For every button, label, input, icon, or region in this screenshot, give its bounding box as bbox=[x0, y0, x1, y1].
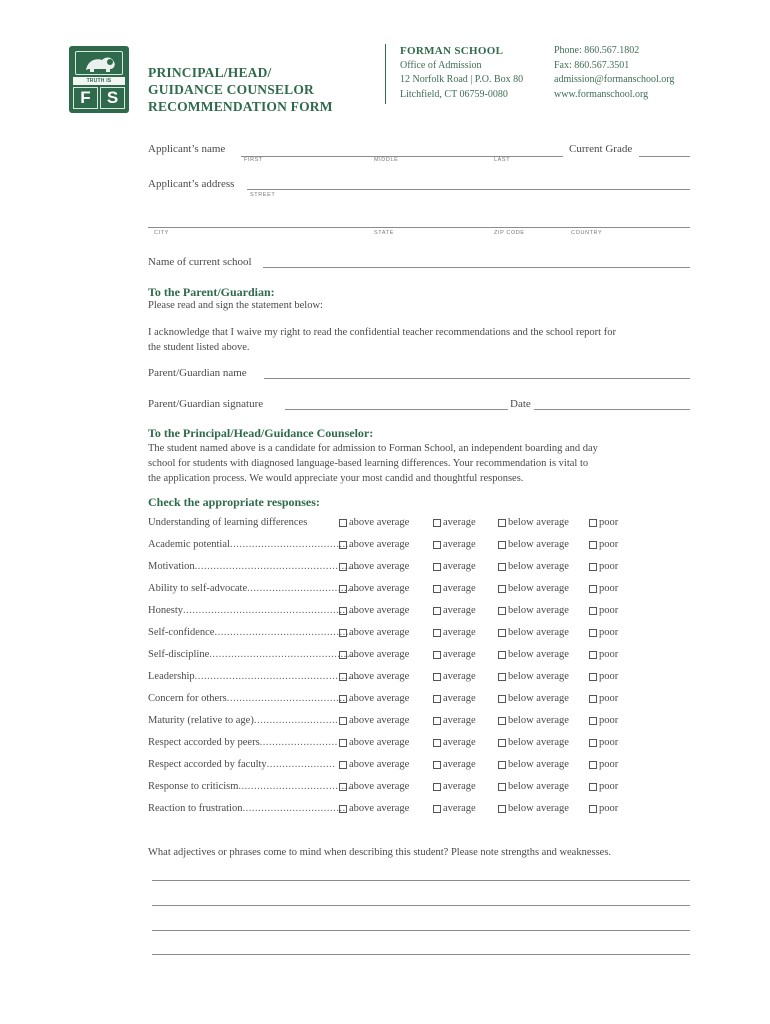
trait-label bbox=[148, 561, 361, 572]
leader-dots: ....................................... bbox=[229, 539, 352, 550]
below-average-option[interactable] bbox=[498, 583, 569, 594]
poor-option[interactable] bbox=[589, 715, 618, 726]
checkbox-icon[interactable] bbox=[589, 695, 597, 703]
rating-row bbox=[148, 693, 668, 715]
below-average-option[interactable] bbox=[498, 693, 569, 704]
header-divider bbox=[385, 44, 386, 104]
leader-dots: ...................................................... bbox=[194, 671, 364, 682]
poor-label: poor bbox=[599, 693, 619, 704]
above-average-label: above average bbox=[349, 803, 410, 814]
first-name-caption: FIRST bbox=[244, 157, 263, 163]
poor-label: poor bbox=[599, 627, 619, 638]
poor-label: poor bbox=[599, 671, 619, 682]
below-average-label: below average bbox=[508, 583, 569, 594]
trait-label bbox=[148, 715, 342, 726]
average-option[interactable] bbox=[433, 737, 476, 748]
poor-label: poor bbox=[599, 561, 619, 572]
below-average-label: below average bbox=[508, 759, 569, 770]
answer-line-3[interactable] bbox=[152, 930, 690, 931]
below-average-label: below average bbox=[508, 693, 569, 704]
rating-row bbox=[148, 517, 668, 539]
trait-name: Leadership bbox=[148, 671, 195, 682]
checkbox-icon[interactable] bbox=[339, 783, 347, 791]
rating-row bbox=[148, 605, 668, 627]
leader-dots: ............................................ bbox=[214, 627, 352, 638]
poor-label: poor bbox=[599, 649, 619, 660]
average-label: average bbox=[443, 715, 476, 726]
poor-option[interactable] bbox=[589, 671, 618, 682]
average-option[interactable] bbox=[433, 671, 476, 682]
below-average-label: below average bbox=[508, 627, 569, 638]
applicant-name-field[interactable] bbox=[241, 156, 563, 157]
school-name: FORMAN SCHOOL bbox=[400, 45, 504, 57]
answer-line-1[interactable] bbox=[152, 880, 690, 881]
checkbox-icon[interactable] bbox=[433, 585, 441, 593]
poor-label: poor bbox=[599, 605, 619, 616]
below-average-label: below average bbox=[508, 781, 569, 792]
leader-dots: ................................. bbox=[242, 803, 346, 814]
checkbox-icon[interactable] bbox=[339, 651, 347, 659]
trait-name: Self-discipline bbox=[148, 649, 210, 660]
above-average-option[interactable] bbox=[339, 759, 409, 770]
checkbox-icon[interactable] bbox=[589, 739, 597, 747]
checkbox-icon[interactable] bbox=[589, 673, 597, 681]
above-average-option[interactable] bbox=[339, 781, 409, 792]
school-city: Litchfield, CT 06759-0080 bbox=[400, 88, 508, 100]
form-title-line-1: PRINCIPAL/HEAD/ bbox=[148, 65, 272, 80]
above-average-label: above average bbox=[349, 605, 410, 616]
answer-line-4[interactable] bbox=[152, 954, 690, 955]
checkbox-icon[interactable] bbox=[339, 739, 347, 747]
poor-label: poor bbox=[599, 759, 619, 770]
average-option[interactable] bbox=[433, 781, 476, 792]
trait-name: Reaction to frustration bbox=[148, 803, 243, 814]
poor-label: poor bbox=[599, 737, 619, 748]
last-name-caption: LAST bbox=[494, 157, 511, 163]
checkbox-icon[interactable] bbox=[339, 563, 347, 571]
checkbox-icon[interactable] bbox=[339, 673, 347, 681]
checkbox-icon[interactable] bbox=[589, 541, 597, 549]
lion-crest-icon bbox=[75, 51, 123, 75]
trait-name: Honesty bbox=[148, 605, 183, 616]
checkbox-icon[interactable] bbox=[433, 519, 441, 527]
below-average-option[interactable] bbox=[498, 781, 569, 792]
below-average-label: below average bbox=[508, 539, 569, 550]
trait-name: Academic potential bbox=[148, 539, 230, 550]
average-label: average bbox=[443, 627, 476, 638]
leader-dots: ................................................ bbox=[209, 649, 360, 660]
below-average-option[interactable] bbox=[498, 737, 569, 748]
average-label: average bbox=[443, 605, 476, 616]
answer-line-2[interactable] bbox=[152, 905, 690, 906]
logo-letter-f: F bbox=[73, 87, 98, 109]
leader-dots: ..................................................... bbox=[194, 561, 361, 572]
above-average-label: above average bbox=[349, 715, 410, 726]
city-caption: CITY bbox=[154, 230, 169, 236]
checkbox-icon[interactable] bbox=[589, 783, 597, 791]
above-average-label: above average bbox=[349, 539, 410, 550]
trait-label bbox=[148, 627, 352, 638]
below-average-label: below average bbox=[508, 715, 569, 726]
trait-label bbox=[148, 517, 334, 528]
zip-code-caption: ZIP CODE bbox=[494, 230, 525, 236]
poor-option[interactable] bbox=[589, 605, 618, 616]
below-average-label: below average bbox=[508, 605, 569, 616]
logo-motto: TRUTH IS FREEDOM bbox=[73, 77, 125, 85]
date-label: Date bbox=[510, 398, 531, 410]
below-average-option[interactable] bbox=[498, 605, 569, 616]
counselor-intro-line-2: school for students with diagnosed language-based learning differences. Your recommendation is vital to bbox=[148, 458, 589, 469]
logo-letters bbox=[73, 87, 125, 109]
poor-option[interactable] bbox=[589, 803, 618, 814]
checkbox-icon[interactable] bbox=[589, 761, 597, 769]
below-average-option[interactable] bbox=[498, 803, 569, 814]
average-option[interactable] bbox=[433, 605, 476, 616]
poor-label: poor bbox=[599, 539, 619, 550]
poor-label: poor bbox=[599, 781, 619, 792]
school-street: 12 Norfolk Road | P.O. Box 80 bbox=[400, 74, 524, 85]
current-school-field[interactable] bbox=[263, 267, 690, 268]
trait-label bbox=[148, 693, 352, 704]
average-option[interactable] bbox=[433, 539, 476, 550]
above-average-label: above average bbox=[349, 737, 410, 748]
checkbox-icon[interactable] bbox=[498, 673, 506, 681]
above-average-label: above average bbox=[349, 649, 410, 660]
rating-row bbox=[148, 759, 668, 781]
applicant-name-label: Applicant’s name bbox=[148, 143, 226, 155]
checkbox-icon[interactable] bbox=[433, 673, 441, 681]
poor-label: poor bbox=[599, 715, 619, 726]
average-label: average bbox=[443, 671, 476, 682]
average-label: average bbox=[443, 759, 476, 770]
leader-dots: ......................... bbox=[259, 737, 338, 748]
checkbox-icon[interactable] bbox=[498, 651, 506, 659]
checkbox-icon[interactable] bbox=[589, 607, 597, 615]
below-average-label: below average bbox=[508, 737, 569, 748]
school-website: www.formanschool.org bbox=[554, 88, 649, 100]
average-label: average bbox=[443, 737, 476, 748]
waiver-statement-line-2: the student listed above. bbox=[148, 342, 250, 353]
forman-school-logo bbox=[69, 46, 129, 113]
below-average-option[interactable] bbox=[498, 649, 569, 660]
trait-label bbox=[148, 803, 346, 814]
trait-name: Respect accorded by faculty bbox=[148, 759, 267, 770]
ratings-heading: Check the appropriate responses: bbox=[148, 495, 320, 509]
above-average-label: above average bbox=[349, 517, 410, 528]
trait-name: Ability to self-advocate bbox=[148, 583, 248, 594]
checkbox-icon[interactable] bbox=[498, 563, 506, 571]
trait-label bbox=[148, 781, 355, 792]
above-average-option[interactable] bbox=[339, 715, 409, 726]
checkbox-icon[interactable] bbox=[339, 761, 347, 769]
below-average-option[interactable] bbox=[498, 517, 569, 528]
poor-label: poor bbox=[599, 803, 619, 814]
middle-name-caption: MIDDLE bbox=[374, 157, 399, 163]
above-average-label: above average bbox=[349, 781, 410, 792]
checkbox-icon[interactable] bbox=[589, 519, 597, 527]
checkbox-icon[interactable] bbox=[498, 519, 506, 527]
parent-name-label: Parent/Guardian name bbox=[148, 367, 247, 379]
state-caption: STATE bbox=[374, 230, 394, 236]
average-option[interactable] bbox=[433, 583, 476, 594]
leader-dots: ........................................................ bbox=[183, 605, 358, 616]
rating-row bbox=[148, 671, 668, 693]
checkbox-icon[interactable] bbox=[498, 541, 506, 549]
poor-option[interactable] bbox=[589, 649, 618, 660]
counselor-intro-line-1: The student named above is a candidate for admission to Forman School, an independent boarding and day bbox=[148, 443, 598, 454]
checkbox-icon[interactable] bbox=[433, 651, 441, 659]
poor-option[interactable] bbox=[589, 627, 618, 638]
trait-label bbox=[148, 671, 364, 682]
street-field[interactable] bbox=[247, 189, 690, 190]
checkbox-icon[interactable] bbox=[339, 519, 347, 527]
leader-dots: ............................ bbox=[253, 715, 342, 726]
below-average-label: below average bbox=[508, 517, 569, 528]
average-option[interactable] bbox=[433, 693, 476, 704]
checkbox-icon[interactable] bbox=[498, 695, 506, 703]
checkbox-icon[interactable] bbox=[498, 607, 506, 615]
checkbox-icon[interactable] bbox=[589, 563, 597, 571]
poor-option[interactable] bbox=[589, 737, 618, 748]
counselor-intro bbox=[148, 441, 708, 486]
school-office: Office of Admission bbox=[400, 59, 482, 71]
trait-name: Self-confidence bbox=[148, 627, 215, 638]
street-caption: STREET bbox=[250, 192, 276, 198]
checkbox-icon[interactable] bbox=[339, 607, 347, 615]
rating-row bbox=[148, 803, 668, 825]
average-option[interactable] bbox=[433, 517, 476, 528]
average-option[interactable] bbox=[433, 803, 476, 814]
poor-label: poor bbox=[599, 517, 619, 528]
checkbox-icon[interactable] bbox=[498, 717, 506, 725]
leader-dots: ........................................ bbox=[226, 693, 352, 704]
below-average-option[interactable] bbox=[498, 539, 569, 550]
school-fax: Fax: 860.567.3501 bbox=[554, 59, 630, 71]
checkbox-icon[interactable] bbox=[498, 629, 506, 637]
trait-name: Respect accorded by peers bbox=[148, 737, 260, 748]
parent-instruction: Please read and sign the statement below: bbox=[148, 300, 323, 311]
average-option[interactable] bbox=[433, 649, 476, 660]
above-average-label: above average bbox=[349, 627, 410, 638]
school-phone: Phone: 860.567.1802 bbox=[554, 45, 640, 56]
trait-name: Maturity (relative to age) bbox=[148, 715, 254, 726]
checkbox-icon[interactable] bbox=[498, 585, 506, 593]
school-contact-block bbox=[554, 44, 704, 102]
poor-option[interactable] bbox=[589, 583, 618, 594]
leader-dots: ...................... bbox=[266, 759, 336, 770]
above-average-option[interactable] bbox=[339, 561, 409, 572]
leader-dots: .................................... bbox=[247, 583, 360, 594]
above-average-option[interactable] bbox=[339, 649, 409, 660]
average-label: average bbox=[443, 583, 476, 594]
parent-signature-field[interactable] bbox=[285, 409, 508, 410]
above-average-label: above average bbox=[349, 693, 410, 704]
average-label: average bbox=[443, 561, 476, 572]
rating-row bbox=[148, 781, 668, 803]
above-average-label: above average bbox=[349, 561, 410, 572]
trait-name: Response to criticism bbox=[148, 781, 239, 792]
rating-row bbox=[148, 649, 668, 671]
counselor-section-heading: To the Principal/Head/Guidance Counselor: bbox=[148, 426, 374, 440]
current-grade-label: Current Grade bbox=[569, 143, 633, 155]
below-average-option[interactable] bbox=[498, 671, 569, 682]
checkbox-icon[interactable] bbox=[589, 717, 597, 725]
average-label: average bbox=[443, 517, 476, 528]
average-option[interactable] bbox=[433, 561, 476, 572]
counselor-intro-line-3: the application process. We would appreciate your most candid and thoughtful responses. bbox=[148, 473, 524, 484]
above-average-option[interactable] bbox=[339, 671, 409, 682]
average-label: average bbox=[443, 781, 476, 792]
logo-letter-s: S bbox=[100, 87, 125, 109]
poor-option[interactable] bbox=[589, 759, 618, 770]
above-average-option[interactable] bbox=[339, 693, 409, 704]
trait-name: Concern for others bbox=[148, 693, 227, 704]
waiver-statement bbox=[148, 325, 708, 355]
below-average-label: below average bbox=[508, 803, 569, 814]
checkbox-icon[interactable] bbox=[433, 541, 441, 549]
average-option[interactable] bbox=[433, 627, 476, 638]
checkbox-icon[interactable] bbox=[433, 563, 441, 571]
average-label: average bbox=[443, 539, 476, 550]
country-caption: COUNTRY bbox=[571, 230, 603, 236]
poor-option[interactable] bbox=[589, 781, 618, 792]
checkbox-icon[interactable] bbox=[339, 629, 347, 637]
current-school-label: Name of current school bbox=[148, 256, 252, 268]
above-average-option[interactable] bbox=[339, 517, 409, 528]
rating-row bbox=[148, 715, 668, 737]
rating-row bbox=[148, 737, 668, 759]
trait-name: Motivation bbox=[148, 561, 195, 572]
checkbox-icon[interactable] bbox=[433, 629, 441, 637]
current-grade-field[interactable] bbox=[639, 156, 690, 157]
below-average-label: below average bbox=[508, 561, 569, 572]
poor-option[interactable] bbox=[589, 517, 618, 528]
below-average-label: below average bbox=[508, 649, 569, 660]
above-average-label: above average bbox=[349, 671, 410, 682]
city-state-field[interactable] bbox=[148, 227, 690, 228]
checkbox-icon[interactable] bbox=[589, 585, 597, 593]
rating-row bbox=[148, 627, 668, 649]
date-field[interactable] bbox=[534, 409, 690, 410]
form-title-line-3: RECOMMENDATION FORM bbox=[148, 99, 333, 114]
checkbox-icon[interactable] bbox=[433, 695, 441, 703]
trait-label bbox=[148, 759, 334, 770]
checkbox-icon[interactable] bbox=[339, 585, 347, 593]
waiver-statement-line-1: I acknowledge that I waive my right to read the confidential teacher recommendations and the school report for bbox=[148, 327, 616, 338]
above-average-label: above average bbox=[349, 759, 410, 770]
checkbox-icon[interactable] bbox=[433, 783, 441, 791]
checkbox-icon[interactable] bbox=[498, 761, 506, 769]
below-average-label: below average bbox=[508, 671, 569, 682]
poor-option[interactable] bbox=[589, 539, 618, 550]
checkbox-icon[interactable] bbox=[433, 761, 441, 769]
above-average-label: above average bbox=[349, 583, 410, 594]
average-option[interactable] bbox=[433, 715, 476, 726]
parent-name-field[interactable] bbox=[264, 378, 690, 379]
checkbox-icon[interactable] bbox=[498, 739, 506, 747]
checkbox-icon[interactable] bbox=[433, 717, 441, 725]
poor-option[interactable] bbox=[589, 693, 618, 704]
checkbox-icon[interactable] bbox=[339, 541, 347, 549]
poor-label: poor bbox=[599, 583, 619, 594]
form-title bbox=[148, 64, 378, 115]
leader-dots: ..................................... bbox=[238, 781, 355, 792]
checkbox-icon[interactable] bbox=[339, 805, 347, 813]
below-average-option[interactable] bbox=[498, 759, 569, 770]
checkbox-icon[interactable] bbox=[433, 607, 441, 615]
form-title-line-2: GUIDANCE COUNSELOR bbox=[148, 82, 314, 97]
below-average-option[interactable] bbox=[498, 627, 569, 638]
rating-row bbox=[148, 583, 668, 605]
checkbox-icon[interactable] bbox=[498, 805, 506, 813]
parent-section-heading: To the Parent/Guardian: bbox=[148, 285, 275, 299]
trait-label bbox=[148, 539, 352, 550]
parent-signature-label: Parent/Guardian signature bbox=[148, 398, 264, 410]
applicant-address-label: Applicant’s address bbox=[148, 178, 235, 190]
checkbox-icon[interactable] bbox=[589, 805, 597, 813]
trait-label bbox=[148, 583, 360, 594]
above-average-option[interactable] bbox=[339, 605, 409, 616]
above-average-option[interactable] bbox=[339, 737, 409, 748]
poor-option[interactable] bbox=[589, 561, 618, 572]
trait-label bbox=[148, 605, 358, 616]
rating-row bbox=[148, 561, 668, 583]
checkbox-icon[interactable] bbox=[433, 739, 441, 747]
checkbox-icon[interactable] bbox=[589, 629, 597, 637]
below-average-option[interactable] bbox=[498, 561, 569, 572]
average-label: average bbox=[443, 693, 476, 704]
above-average-option[interactable] bbox=[339, 627, 409, 638]
trait-label bbox=[148, 737, 338, 748]
strengths-question: What adjectives or phrases come to mind when describing this student? Please note strengths and weaknesses. bbox=[148, 847, 612, 858]
above-average-option[interactable] bbox=[339, 803, 409, 814]
average-label: average bbox=[443, 803, 476, 814]
school-email: admission@formanschool.org bbox=[554, 74, 675, 85]
above-average-option[interactable] bbox=[339, 583, 409, 594]
average-label: average bbox=[443, 649, 476, 660]
checkbox-icon[interactable] bbox=[498, 783, 506, 791]
below-average-option[interactable] bbox=[498, 715, 569, 726]
average-option[interactable] bbox=[433, 759, 476, 770]
checkbox-icon[interactable] bbox=[339, 695, 347, 703]
checkbox-icon[interactable] bbox=[433, 805, 441, 813]
school-address-block bbox=[400, 44, 550, 102]
checkbox-icon[interactable] bbox=[589, 651, 597, 659]
rating-row bbox=[148, 539, 668, 561]
checkbox-icon[interactable] bbox=[339, 717, 347, 725]
above-average-option[interactable] bbox=[339, 539, 409, 550]
trait-name: Understanding of learning differences bbox=[148, 517, 308, 528]
trait-label bbox=[148, 649, 360, 660]
